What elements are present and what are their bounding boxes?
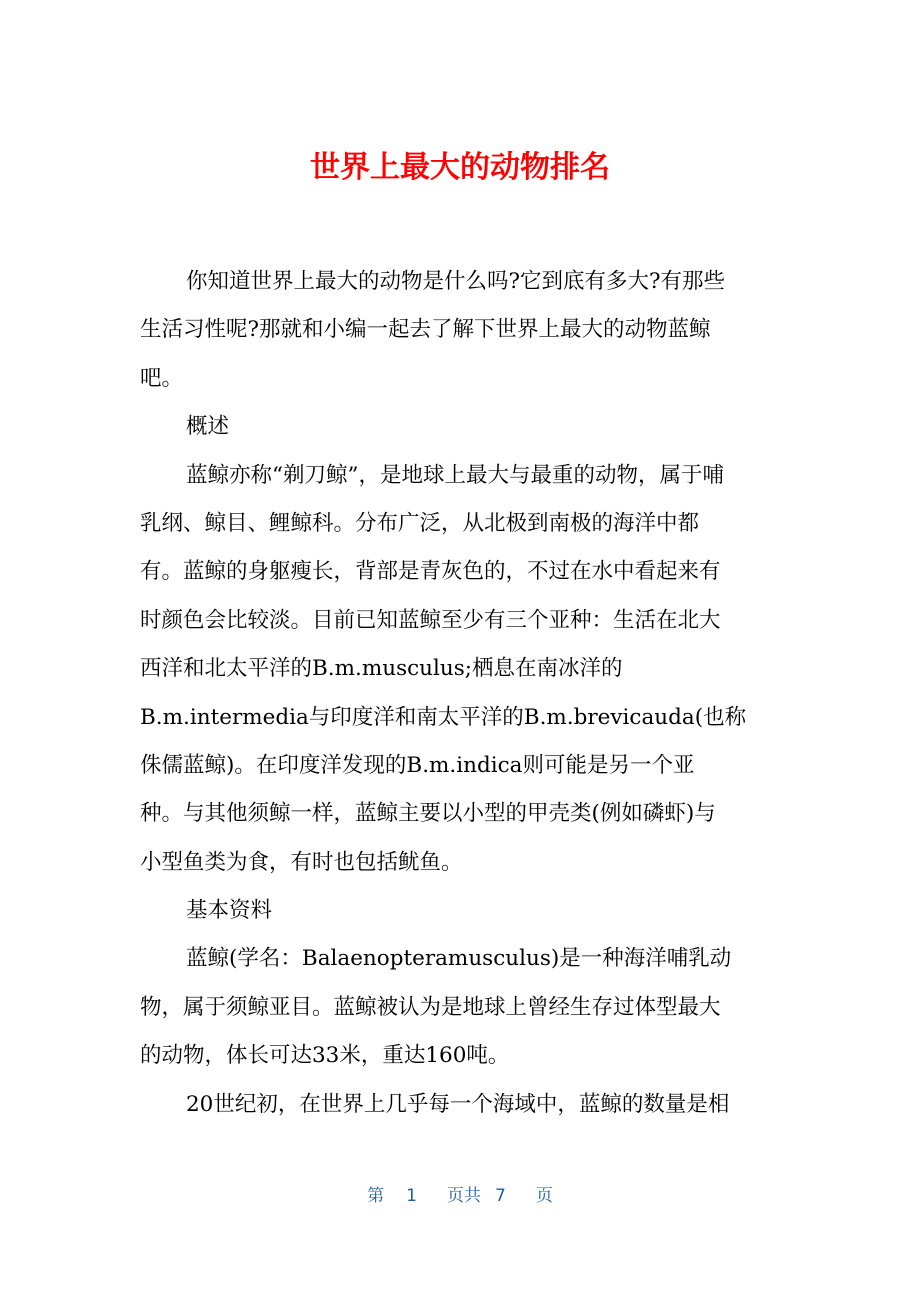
- text-line: 的动物，体长可达33米，重达160吨。: [140, 1043, 510, 1069]
- text-line: 你知道世界上最大的动物是什么吗?它到底有多大?有那些: [186, 269, 726, 294]
- text-line: 有。蓝鲸的身躯瘦长，背部是青灰色的，不过在水中看起来有: [140, 559, 721, 585]
- text-line: 20世纪初，在世界上几乎每一个海域中，蓝鲸的数量是相: [186, 1091, 730, 1117]
- text-line: 侏儒蓝鲸)。在印度洋发现的B.m.indica则可能是另一个亚: [140, 752, 695, 778]
- text-line: 物，属于须鲸亚目。蓝鲸被认为是地球上曾经生存过体型最大: [140, 994, 721, 1020]
- page-footer: [0, 1184, 920, 1208]
- footer-prefix: 第: [367, 1186, 385, 1206]
- text-line: 小型鱼类为食，有时也包括鱿鱼。: [140, 849, 463, 875]
- footer-current-page: 1: [406, 1186, 417, 1206]
- text-line: 时颜色会比较淡。目前已知蓝鲸至少有三个亚种：生活在北大: [140, 607, 721, 633]
- text-line: 种。与其他须鲸一样，蓝鲸主要以小型的甲壳类(例如磷虾)与: [140, 801, 716, 827]
- footer-suffix: 页: [535, 1186, 553, 1206]
- text-line: 蓝鲸(学名：Balaenopteramusculus)是一种海洋哺乳动: [186, 946, 732, 972]
- text-line: 西洋和北太平洋的B.m.musculus;栖息在南冰洋的: [140, 656, 623, 682]
- text-line: 基本资料: [186, 898, 273, 924]
- body-text: [140, 258, 780, 1129]
- text-line: 生活习性呢?那就和小编一起去了解下世界上最大的动物蓝鲸: [140, 317, 711, 343]
- text-line: 概述: [186, 414, 230, 440]
- text-line: 蓝鲸亦称“剃刀鲸”，是地球上最大与最重的动物，属于哺: [186, 462, 724, 488]
- text-line: 乳纲、鲸目、鲤鲸科。分布广泛，从北极到南极的海洋中都: [140, 510, 700, 536]
- page-title: 世界上最大的动物排名: [310, 150, 610, 185]
- footer-total-pages: 7: [495, 1186, 506, 1206]
- text-line: B.m.intermedia与印度洋和南太平洋的B.m.brevicauda(也称: [140, 704, 747, 730]
- text-line: 吧。: [140, 365, 184, 391]
- footer-middle: 页共: [447, 1186, 481, 1206]
